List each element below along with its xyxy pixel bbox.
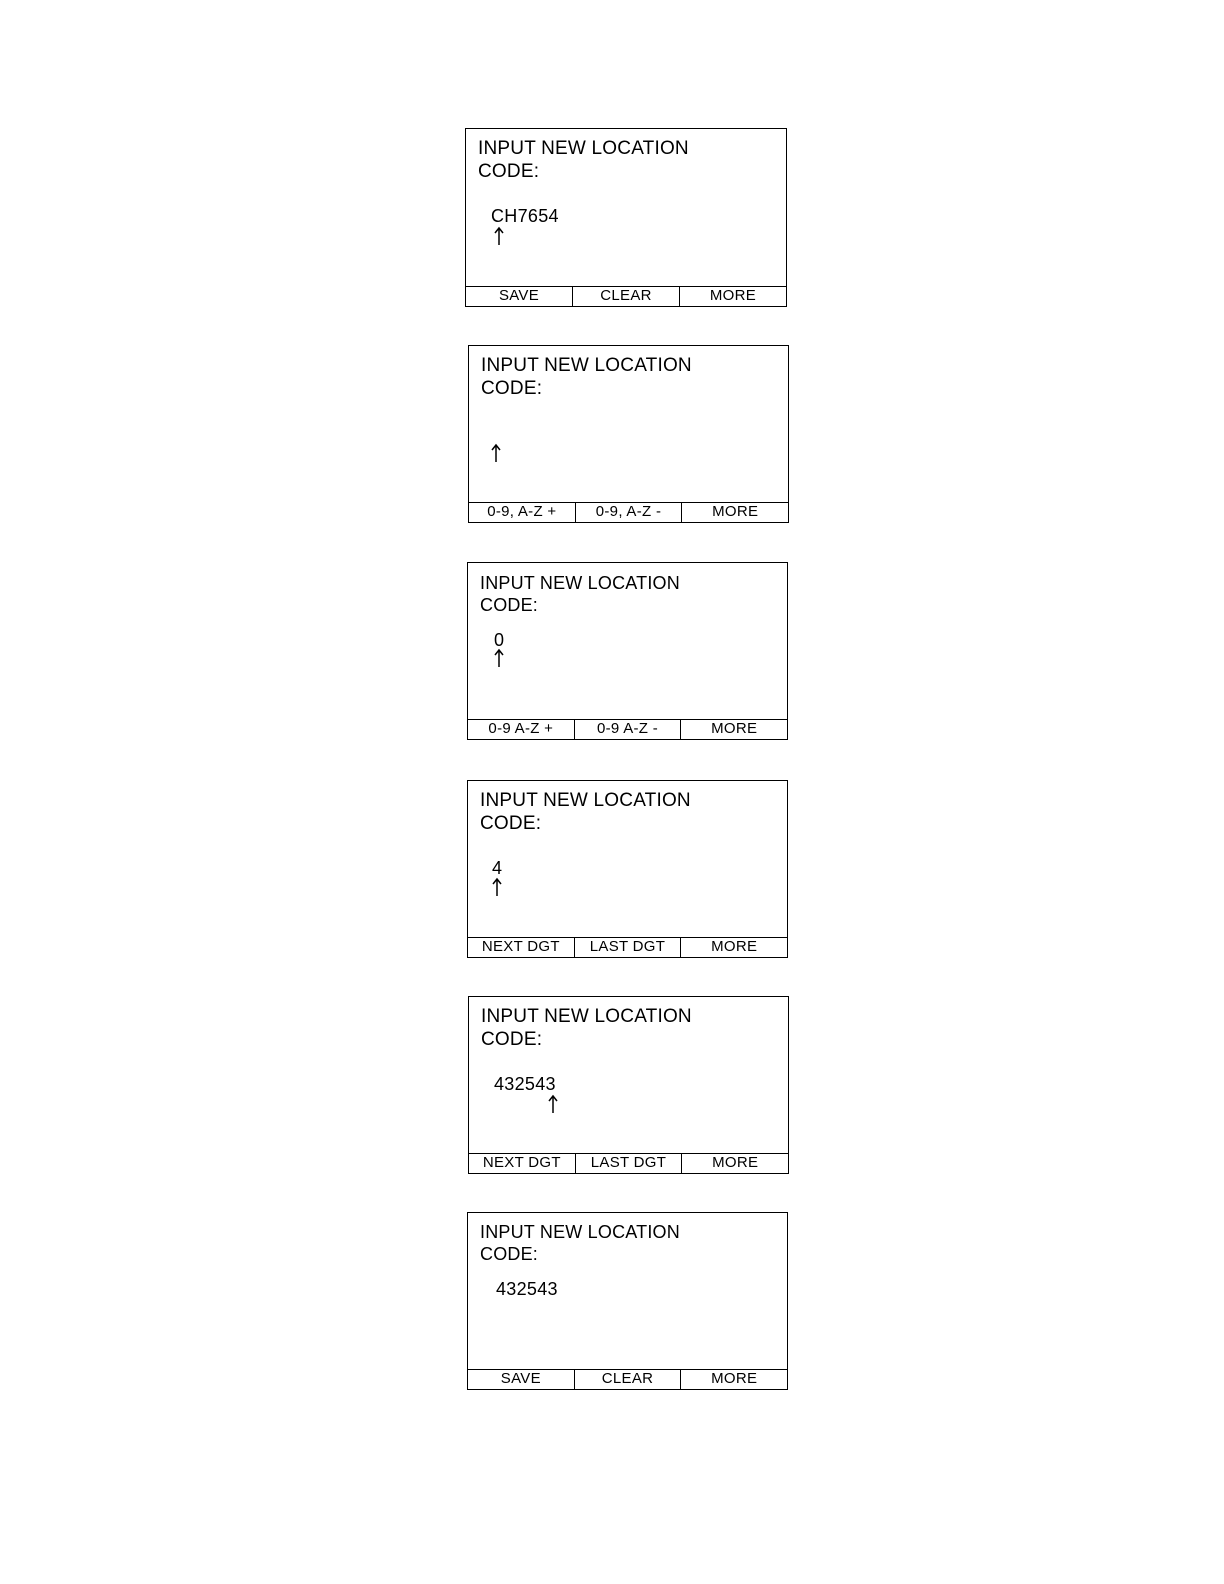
prompt-line-2: CODE: — [480, 813, 542, 834]
softkey-more[interactable]: MORE — [681, 1154, 788, 1173]
softkey-more[interactable]: MORE — [680, 720, 787, 739]
code-value: 4 — [492, 858, 503, 878]
code-value: 432543 — [494, 1074, 556, 1094]
softkey-char-down[interactable]: 0-9, A-Z - — [575, 503, 682, 522]
prompt-line-1: INPUT NEW LOCATION — [481, 1006, 692, 1027]
softkey-next-digit[interactable]: NEXT DGT — [481, 938, 560, 955]
lcd-screen-5 — [468, 996, 789, 1174]
prompt-line-2: CODE: — [478, 161, 540, 182]
prompt-line-1: INPUT NEW LOCATION — [478, 138, 689, 159]
softkey-last-digit[interactable]: LAST DGT — [575, 1154, 682, 1173]
lcd-screen-4 — [467, 780, 788, 958]
prompt-line-1: INPUT NEW LOCATION — [480, 790, 691, 811]
prompt-text — [481, 354, 692, 400]
prompt-text — [481, 1005, 692, 1051]
softkey-more[interactable]: MORE — [680, 938, 787, 957]
softkey-clear[interactable]: CLEAR — [574, 1370, 681, 1389]
prompt-text — [480, 789, 691, 835]
softkey-char-up[interactable]: 0-9 A-Z + — [488, 720, 554, 737]
softkey-more[interactable]: MORE — [680, 1370, 787, 1389]
up-arrow-icon — [493, 648, 505, 668]
prompt-line-1: INPUT NEW LOCATION — [480, 573, 680, 593]
softkey-next-digit[interactable]: NEXT DGT — [482, 1154, 561, 1171]
lcd-screen-1 — [465, 128, 787, 307]
lcd-screen-2 — [468, 345, 789, 523]
softkey-bar — [468, 937, 787, 957]
softkey-more[interactable]: MORE — [679, 287, 786, 306]
code-value: 0 — [494, 630, 505, 650]
code-value: CH7654 — [491, 206, 559, 226]
softkey-more[interactable]: MORE — [681, 503, 788, 522]
prompt-line-2: CODE: — [480, 1244, 539, 1264]
prompt-line-2: CODE: — [480, 595, 539, 615]
softkey-bar — [469, 1153, 788, 1173]
lcd-screen-3 — [467, 562, 788, 740]
up-arrow-icon — [490, 443, 502, 463]
lcd-screen-6 — [467, 1212, 788, 1390]
prompt-line-1: INPUT NEW LOCATION — [480, 1222, 680, 1242]
softkey-bar — [468, 1369, 787, 1389]
softkey-save[interactable]: SAVE — [498, 287, 540, 304]
softkey-save[interactable]: SAVE — [500, 1370, 541, 1387]
softkey-bar — [468, 719, 787, 739]
up-arrow-icon — [493, 226, 505, 246]
softkey-char-up[interactable]: 0-9, A-Z + — [487, 503, 557, 520]
softkey-char-down[interactable]: 0-9 A-Z - — [574, 720, 681, 739]
prompt-line-1: INPUT NEW LOCATION — [481, 355, 692, 376]
up-arrow-icon — [491, 877, 503, 897]
prompt-text — [480, 1221, 680, 1265]
softkey-last-digit[interactable]: LAST DGT — [574, 938, 681, 957]
code-value: 432543 — [496, 1279, 558, 1299]
prompt-text — [478, 137, 689, 183]
softkey-bar — [466, 286, 786, 306]
prompt-line-2: CODE: — [481, 1029, 543, 1050]
softkey-bar — [469, 502, 788, 522]
softkey-clear[interactable]: CLEAR — [572, 287, 679, 306]
up-arrow-icon — [547, 1094, 559, 1114]
prompt-line-2: CODE: — [481, 378, 543, 399]
prompt-text — [480, 572, 680, 616]
